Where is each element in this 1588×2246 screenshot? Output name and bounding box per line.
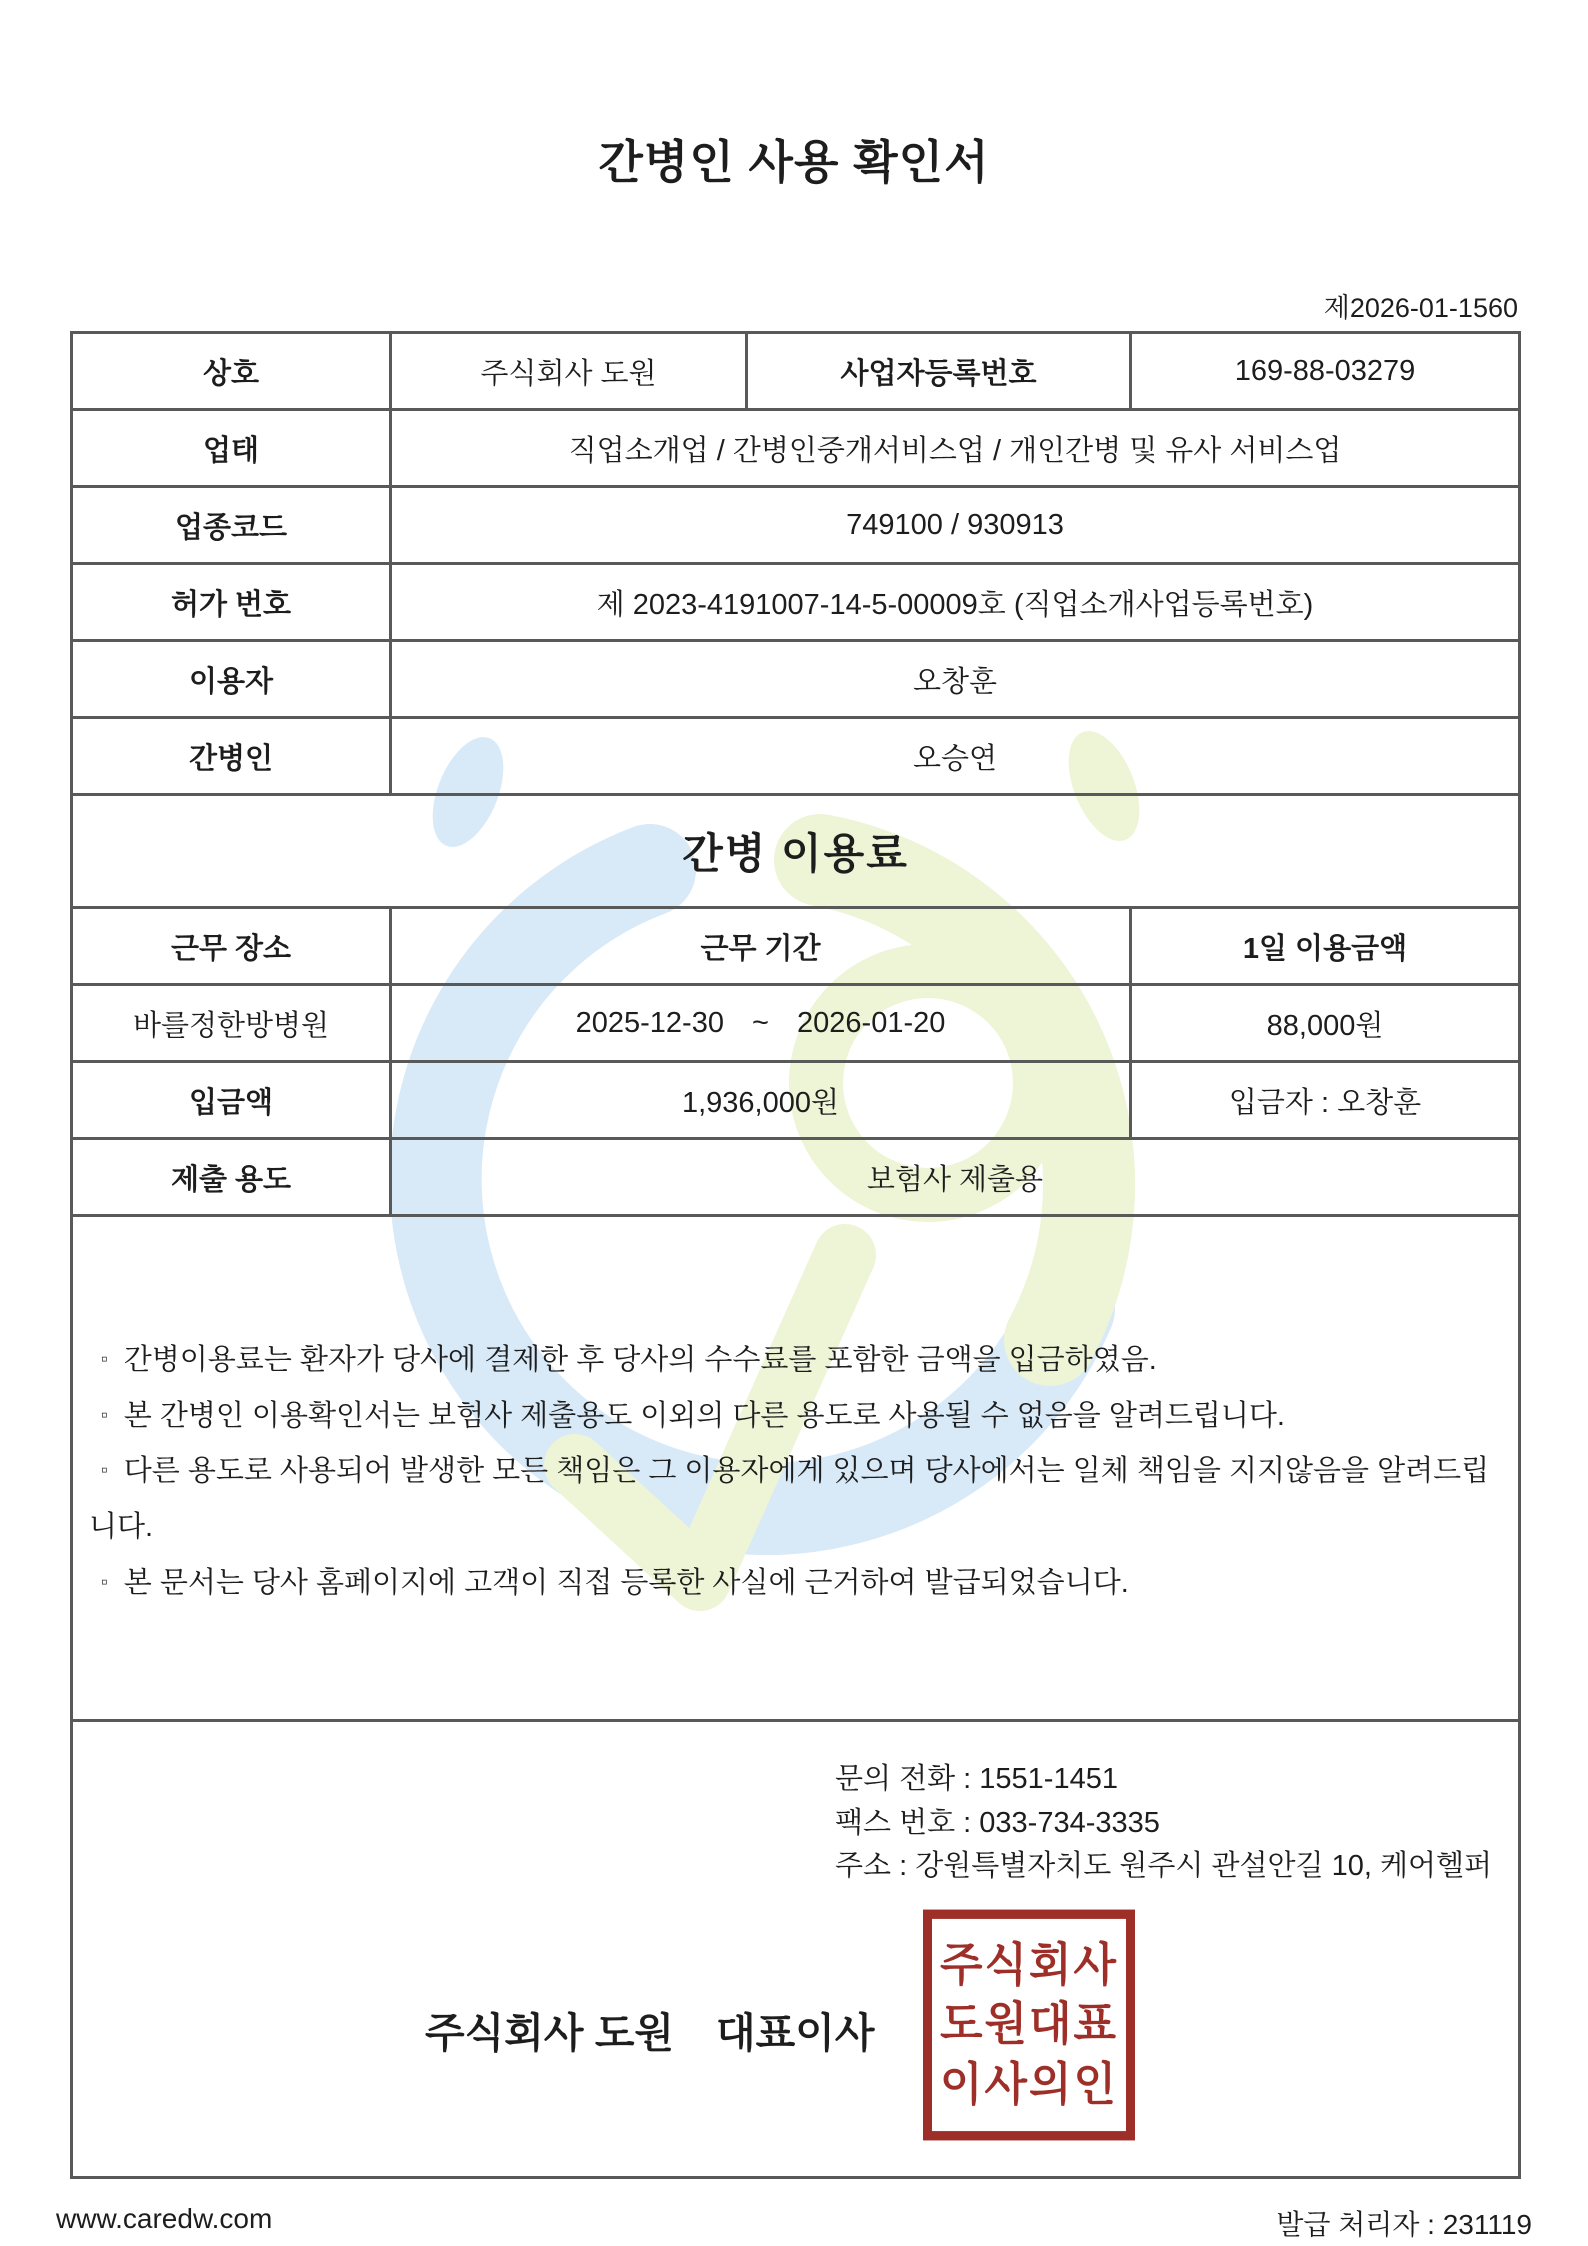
note-item [89,1389,1492,1445]
square-bullet-icon: ▫ [101,1460,108,1482]
square-bullet-icon: ▫ [101,1571,108,1593]
seal-text-line: 주식회사 [939,1939,1118,1991]
caregiver-label: 간병인 [72,718,391,795]
deposit-value: 1,936,000원 [391,1062,1131,1139]
notes-cell [72,1216,1520,1721]
biz-reg-label: 사업자등록번호 [747,333,1131,410]
note-text: 본 문서는 당사 홈페이지에 고객이 직접 등록한 사실에 근거하여 발급되었습니다. [123,1566,1129,1599]
workplace-value: 바를정한방병원 [72,985,391,1062]
industry-code-value: 749100 / 930913 [391,487,1520,564]
row-fee-title [72,795,1520,908]
industry-code-label: 업종코드 [72,487,391,564]
seal-text-line: 도원대표 [939,1999,1118,2051]
deposit-label: 입금액 [72,1062,391,1139]
contact-phone: 문의 전화 : 1551-1451 [835,1763,1118,1795]
signature-cell [72,1721,1520,2178]
note-text: 본 간병인 이용확인서는 보험사 제출용도 이외의 다른 용도로 사용될 수 없음을 알려드립니다. [123,1399,1285,1432]
fee-section-title: 간병 이용료 [72,795,1520,908]
daily-fee-label: 1일 이용금액 [1131,908,1520,985]
depositor-label: 입금자 [1228,1086,1313,1119]
note-item [89,1444,1492,1555]
row-purpose [72,1139,1520,1216]
footer-website: www.caredw.com [56,2203,273,2234]
user-label: 이용자 [72,641,391,718]
signature-role: 대표이사 [716,2010,875,2056]
contact-block [835,1758,1492,1889]
row-signature [72,1721,1520,2178]
doc-number: 제2026-01-1560 [1323,293,1518,323]
row-fee-values [72,985,1520,1062]
depositor-separator: : [1312,1086,1338,1119]
signature-line [425,2000,874,2059]
page-footer [56,2203,1532,2243]
row-industry-code [72,487,1520,564]
note-text: 다른 용도로 사용되어 발생한 모든 책임은 그 이용자에게 있으며 당사에서는 일체 책임을 지지않음을 알려드립니다. [89,1455,1490,1544]
note-item [89,1556,1492,1612]
row-deposit [72,1062,1520,1139]
confirmation-table [70,331,1521,2179]
depositor-cell [1131,1062,1520,1139]
user-value: 오창훈 [391,641,1520,718]
row-notes [72,1216,1520,1721]
permit-value: 제 2023-4191007-14-5-00009호 (직업소개사업등록번호) [391,564,1520,641]
footer-issuer: 발급 처리자 : 231119 [1276,2209,1532,2240]
signature-company: 주식회사 도원 [425,2010,675,2056]
row-biz-type [72,410,1520,487]
seal-text-line: 이사의인 [939,2058,1118,2110]
company-value: 주식회사 도원 [391,333,747,410]
depositor-value: 오창훈 [1337,1086,1422,1119]
period-separator: ~ [752,1006,769,1039]
contact-address: 주소 : 강원특별자치도 원주시 관설안길 10, 케어헬퍼 [835,1850,1492,1882]
purpose-label: 제출 용도 [72,1139,391,1216]
row-user [72,641,1520,718]
period-start: 2025-12-30 [575,1006,724,1039]
period-value [391,985,1131,1062]
daily-fee-value: 88,000원 [1131,985,1520,1062]
corporate-seal-stamp [923,1910,1135,2141]
row-caregiver [72,718,1520,795]
permit-label: 허가 번호 [72,564,391,641]
row-company [72,333,1520,410]
period-end: 2026-01-20 [797,1006,946,1039]
biz-reg-value: 169-88-03279 [1131,333,1520,410]
biz-type-value: 직업소개업 / 간병인중개서비스업 / 개인간병 및 유사 서비스업 [391,410,1520,487]
contact-fax: 팩스 번호 : 033-734-3335 [835,1806,1160,1839]
page-title: 간병인 사용 확인서 [598,136,990,188]
workplace-label: 근무 장소 [72,908,391,985]
caregiver-value: 오승연 [391,718,1520,795]
square-bullet-icon: ▫ [101,1349,108,1370]
row-fee-header [72,908,1520,985]
company-label: 상호 [72,333,391,410]
note-item [89,1333,1492,1389]
square-bullet-icon: ▫ [101,1404,108,1426]
biz-type-label: 업태 [72,410,391,487]
note-text: 간병이용료는 환자가 당사에 결제한 후 당사의 수수료를 포함한 금액을 입금하였음. [123,1344,1157,1376]
row-permit [72,564,1520,641]
purpose-value: 보험사 제출용 [391,1139,1520,1216]
period-label: 근무 기간 [391,908,1131,985]
